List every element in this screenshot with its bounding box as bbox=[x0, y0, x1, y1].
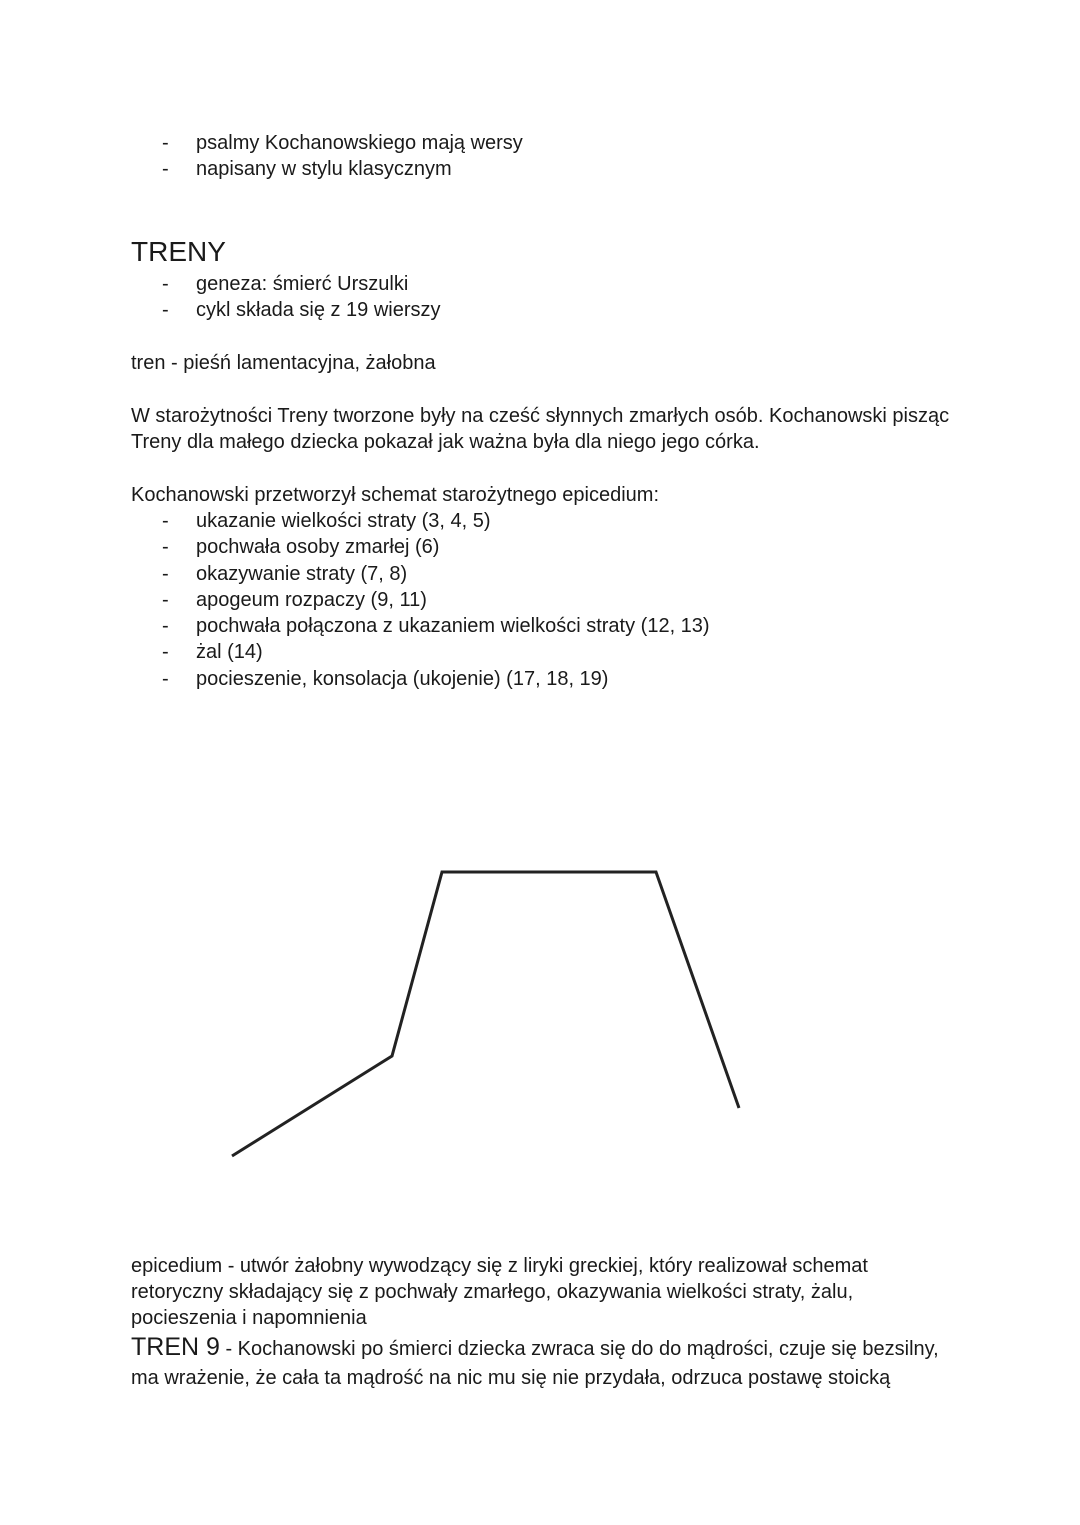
list-item-text: psalmy Kochanowskiego mają wersy bbox=[196, 132, 523, 154]
list-dash: - bbox=[162, 641, 169, 664]
paragraph-antiquity-line1: W starożytności Treny tworzone były na cześć słynnych zmarłych osób. Kochanowski pisząc bbox=[131, 405, 950, 427]
treny-heading: TRENY bbox=[131, 236, 226, 267]
list-dash: - bbox=[162, 510, 169, 532]
list-item-text: pocieszenie, konsolacja (ukojenie) (17, 18, 19) bbox=[196, 667, 609, 690]
list-item-text: cykl składa się z 19 wierszy bbox=[196, 299, 441, 322]
list-item-text: pochwała połączona z ukazaniem wielkości straty (12, 13) bbox=[196, 615, 710, 638]
list-dash: - bbox=[162, 667, 169, 690]
tren9-text: - Kochanowski po śmierci dziecka zwraca się do do mądrości, czuje się bezsilny, bbox=[219, 1338, 939, 1360]
definition-tren: tren - pieśń lamentacyjna, żałobna bbox=[131, 352, 436, 374]
list-dash: - bbox=[162, 132, 169, 154]
list-dash: - bbox=[162, 536, 169, 559]
epicedium-curve-line bbox=[232, 872, 739, 1156]
list-item-text: pochwała osoby zmarłej (6) bbox=[196, 536, 440, 559]
list-item-text: żal (14) bbox=[196, 641, 263, 664]
list-item-text: ukazanie wielkości straty (3, 4, 5) bbox=[196, 510, 491, 532]
tren9-line1 bbox=[131, 1334, 939, 1362]
list-item-text: napisany w stylu klasycznym bbox=[196, 158, 452, 181]
definition-epicedium-line3: pocieszenia i napomnienia bbox=[131, 1307, 367, 1329]
list-item-text: apogeum rozpaczy (9, 11) bbox=[196, 588, 427, 611]
epicedium-intro: Kochanowski przetworzył schemat starożytnego epicedium: bbox=[131, 484, 660, 506]
list-dash: - bbox=[162, 273, 169, 295]
list-dash: - bbox=[162, 615, 169, 638]
definition-epicedium-line1: epicedium - utwór żałobny wywodzący się z liryki greckiej, który realizował schemat bbox=[131, 1255, 868, 1277]
list-dash: - bbox=[162, 158, 169, 181]
list-dash: - bbox=[162, 588, 169, 611]
tren9-line2: ma wrażenie, że cała ta mądrość na nic mu się nie przydała, odrzuca postawę stoicką bbox=[131, 1367, 891, 1389]
definition-epicedium-line2: retoryczny składający się z pochwały zmarłego, okazywania wielkości straty, żalu, bbox=[131, 1281, 854, 1303]
list-dash: - bbox=[162, 299, 169, 322]
list-dash: - bbox=[162, 562, 169, 585]
tren9-label: TREN 9 bbox=[131, 1333, 220, 1361]
list-item-text: geneza: śmierć Urszulki bbox=[196, 273, 409, 295]
paragraph-antiquity-line2: Treny dla małego dziecka pokazał jak ważna była dla niego jego córka. bbox=[131, 431, 760, 453]
list-item-text: okazywanie straty (7, 8) bbox=[196, 562, 408, 585]
